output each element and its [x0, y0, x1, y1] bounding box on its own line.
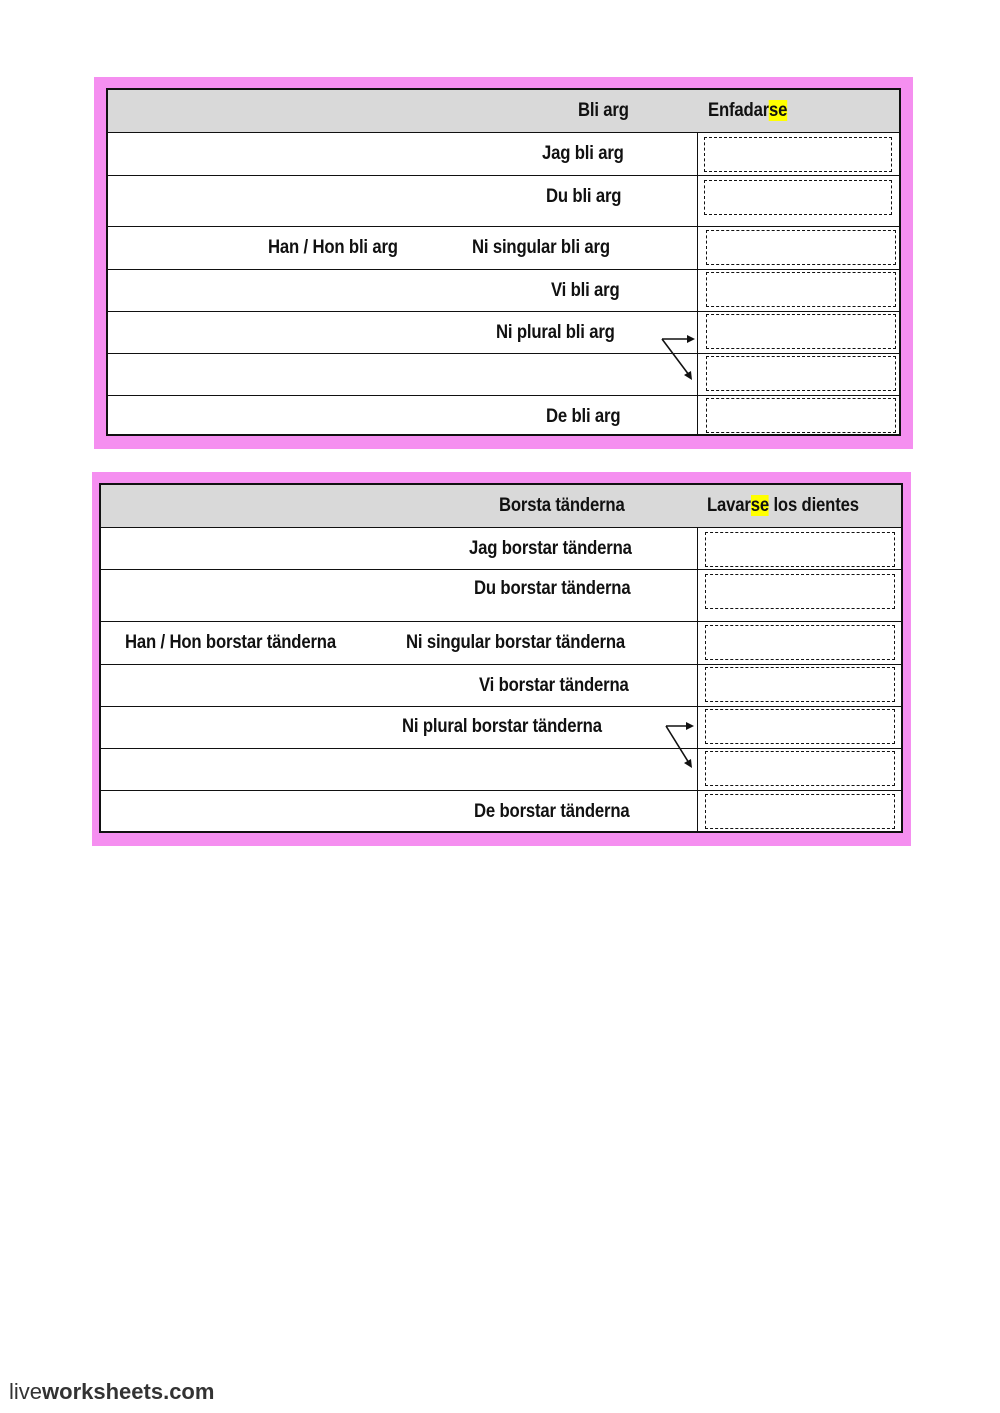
- prompt-ni-plural: Ni plural bli arg: [496, 322, 615, 343]
- branch-arrows-icon: [660, 334, 700, 384]
- prompt-ni-singular: Ni singular borstar tänderna: [406, 632, 625, 653]
- prompt-ni-singular: Ni singular bli arg: [472, 237, 610, 258]
- answer-input-ni-plural-2[interactable]: [705, 751, 895, 786]
- conjugation-table-2: [99, 483, 903, 833]
- prompt-ni-plural: Ni plural borstar tänderna: [402, 716, 602, 737]
- prompt-de: De bli arg: [546, 406, 621, 427]
- answer-input-du[interactable]: [704, 180, 892, 215]
- prompt-du: Du borstar tänderna: [474, 578, 631, 599]
- table-header: [101, 485, 901, 528]
- answer-input-vi[interactable]: [705, 667, 895, 702]
- prompt-du: Du bli arg: [546, 186, 622, 207]
- header-verb-spanish: Enfadarse: [708, 100, 788, 121]
- header-verb-swedish: Bli arg: [578, 100, 629, 121]
- answer-input-vi[interactable]: [706, 272, 896, 307]
- answer-input-han-hon-ni-singular[interactable]: [705, 625, 895, 660]
- conjugation-table-1: [106, 88, 901, 436]
- prompt-vi: Vi borstar tänderna: [479, 675, 629, 696]
- prompt-han-hon: Han / Hon borstar tänderna: [125, 632, 336, 653]
- prompt-vi: Vi bli arg: [551, 280, 620, 301]
- reflexive-highlight: se: [750, 495, 769, 516]
- answer-input-de[interactable]: [706, 398, 896, 433]
- answer-input-ni-plural-1[interactable]: [706, 314, 896, 349]
- header-verb-spanish: Lavarse los dientes: [707, 495, 859, 516]
- header-verb-swedish: Borsta tänderna: [499, 495, 625, 516]
- answer-input-han-hon-ni-singular[interactable]: [706, 230, 896, 265]
- answer-input-jag[interactable]: [705, 532, 895, 567]
- table-header: [108, 90, 899, 133]
- branch-arrows-icon: [664, 721, 704, 771]
- liveworksheets-logo: liveworksheets.com: [9, 1379, 215, 1404]
- answer-input-ni-plural-1[interactable]: [705, 709, 895, 744]
- prompt-jag: Jag borstar tänderna: [469, 538, 632, 559]
- answer-input-du[interactable]: [705, 574, 895, 609]
- answer-input-ni-plural-2[interactable]: [706, 356, 896, 391]
- reflexive-highlight: se: [769, 100, 788, 121]
- answer-input-jag[interactable]: [704, 137, 892, 172]
- prompt-jag: Jag bli arg: [542, 143, 624, 164]
- answer-input-de[interactable]: [705, 794, 895, 829]
- prompt-de: De borstar tänderna: [474, 801, 630, 822]
- prompt-han-hon: Han / Hon bli arg: [268, 237, 398, 258]
